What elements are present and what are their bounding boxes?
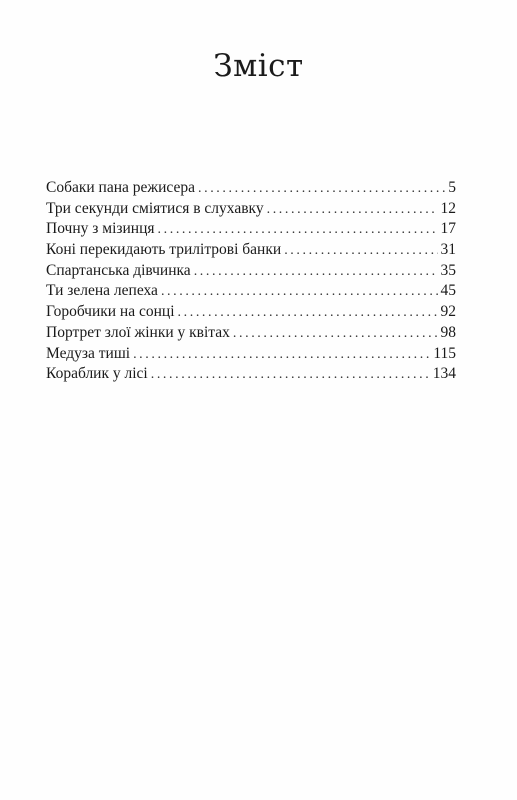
- toc-entry: [46, 302, 456, 323]
- toc-entry-title: Собаки пана режисера: [46, 179, 195, 196]
- toc-leader-dots: [178, 303, 438, 324]
- toc-leader-dots: [194, 262, 438, 283]
- toc-entry-page: 5: [448, 179, 456, 196]
- toc-entry-title: Спартанська дівчинка: [46, 261, 191, 279]
- toc-entry-page: 98: [440, 323, 456, 341]
- page-title: Зміст: [213, 48, 304, 84]
- toc-entry: [46, 323, 456, 344]
- toc-entry: [46, 364, 456, 385]
- toc-entry-page: 92: [440, 303, 456, 321]
- toc-leader-dots: [161, 282, 438, 303]
- toc-entry-page: 45: [440, 282, 456, 300]
- toc-entry-title: Медуза тиші: [46, 344, 131, 362]
- toc-entry-title: Почну з мізинця: [46, 220, 155, 238]
- toc-entry-page: 12: [440, 199, 456, 217]
- toc-entry-title: Горобчики на сонці: [46, 303, 175, 321]
- toc-leader-dots: [267, 200, 438, 221]
- toc-leader-dots: [158, 220, 438, 241]
- toc-entry-title: Коні перекидають трилітрові банки: [46, 241, 282, 259]
- toc-entry: [46, 344, 456, 365]
- toc-entry-title: Кораблик у лісі: [46, 365, 148, 383]
- toc-entry-page: 134: [432, 365, 456, 383]
- toc-leader-dots: [133, 345, 430, 366]
- toc-entry: [46, 178, 456, 199]
- toc-leader-dots: [151, 365, 430, 386]
- toc-leader-dots: [284, 241, 437, 262]
- toc-entry: [46, 240, 456, 261]
- toc-entry-page: 35: [440, 261, 456, 279]
- toc-leader-dots: [198, 179, 445, 200]
- toc-entry: [46, 281, 456, 302]
- toc-entry-title: Портрет злої жінки у квітах: [46, 323, 230, 341]
- toc-entry: [46, 219, 456, 240]
- toc-entry: [46, 199, 456, 220]
- toc-entry-page: 115: [433, 344, 456, 362]
- toc-entry: [46, 261, 456, 282]
- table-of-contents: [46, 178, 456, 385]
- toc-leader-dots: [233, 324, 438, 345]
- toc-entry-page: 31: [440, 241, 456, 259]
- toc-entry-title: Ти зелена лепеха: [46, 282, 158, 300]
- toc-entry-title: Три секунди сміятися в слухавку: [46, 199, 264, 217]
- toc-entry-page: 17: [440, 220, 456, 238]
